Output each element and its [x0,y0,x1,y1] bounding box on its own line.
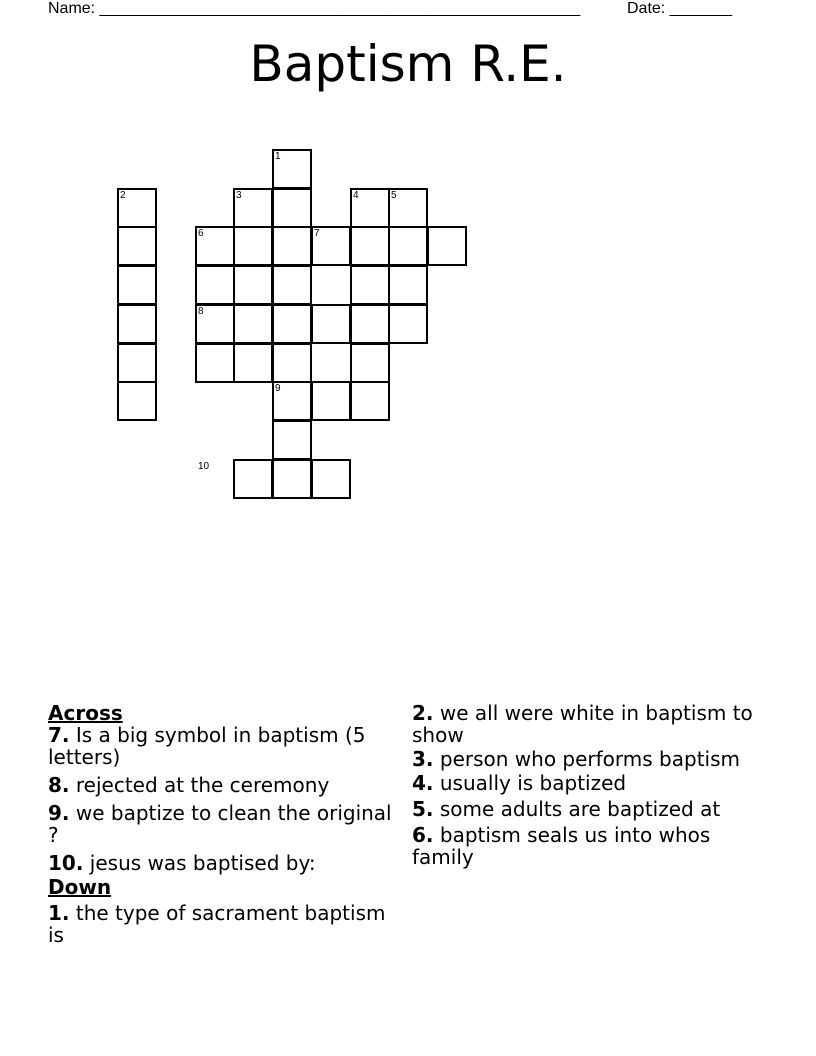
clue-text: person who performs baptism [439,747,740,771]
down-clue [412,772,762,794]
crossword-cell[interactable] [195,343,235,383]
crossword-cell[interactable] [311,381,351,421]
crossword-cell[interactable] [427,226,467,266]
crossword-cell[interactable] [388,265,428,305]
across-clue [48,802,398,846]
clue-text: Is a big symbol in baptism (5 letters) [48,723,366,769]
cell-number: 3 [236,190,242,201]
crossword-cell[interactable] [233,459,273,499]
crossword-cell[interactable] [350,304,390,344]
crossword-cell[interactable] [311,304,351,344]
down-clue [412,702,762,746]
crossword-cell[interactable] [350,381,390,421]
clue-number: 8. [48,773,70,797]
crossword-cell[interactable] [272,188,312,228]
cell-number: 1 [275,151,281,162]
clue-text: usually is baptized [439,771,627,795]
cell-number: 8 [198,306,204,317]
clue-number: 7. [48,723,70,747]
clue-text: some adults are baptized at [439,797,721,821]
clue-number: 10. [48,851,84,875]
clue-number: 5. [412,797,434,821]
clue-text: jesus was baptised by: [89,851,316,875]
clue-text: we all were white in baptism to show [412,701,753,747]
clue-text: we baptize to clean the original ? [48,801,392,847]
crossword-cell[interactable] [272,226,312,266]
across-clue [48,774,398,796]
crossword-cell[interactable] [233,226,273,266]
down-heading: Down [48,875,112,899]
cell-number: 9 [275,383,281,394]
clue-text: rejected at the ceremony [75,773,330,797]
clue-number: 4. [412,771,434,795]
cell-number: 7 [314,228,320,239]
clue-text: baptism seals us into whos family [412,823,711,869]
crossword-cell[interactable] [272,420,312,460]
down-clue [412,748,762,770]
clues-left-column [48,702,398,952]
crossword-cell[interactable] [350,343,390,383]
crossword-cell[interactable] [117,343,157,383]
clue-text: the type of sacrament baptism is [48,901,386,947]
cell-number: 10 [198,461,210,472]
cell-number: 2 [120,190,126,201]
clue-number: 1. [48,901,70,925]
across-clue [48,724,398,768]
crossword-cell[interactable] [233,265,273,305]
page-title: Baptism R.E. [249,35,567,93]
crossword-cell[interactable] [233,304,273,344]
clue-number: 9. [48,801,70,825]
crossword-cell[interactable] [272,304,312,344]
crossword-cell[interactable] [350,265,390,305]
crossword-cell[interactable] [117,226,157,266]
date-field-label: Date: _______ [627,0,732,17]
cell-number: 6 [198,228,204,239]
crossword-cell[interactable] [272,343,312,383]
down-clue [412,824,762,868]
down-clue [412,798,762,820]
down-clue [48,902,398,946]
across-clue [48,852,398,874]
crossword-cell[interactable] [195,265,235,305]
cell-number: 4 [353,190,359,201]
crossword-cell[interactable] [388,304,428,344]
crossword-cell[interactable] [233,343,273,383]
across-heading: Across [48,701,123,725]
crossword-cell[interactable] [117,304,157,344]
crossword-cell[interactable] [117,381,157,421]
name-field-label: Name: ______________________________________________________ [48,0,581,17]
crossword-cell[interactable] [311,459,351,499]
clues-right-column [412,702,762,874]
crossword-cell[interactable] [117,265,157,305]
clue-number: 6. [412,823,434,847]
crossword-cell[interactable] [272,265,312,305]
crossword-cell[interactable] [388,226,428,266]
clue-number: 3. [412,747,434,771]
crossword-cell[interactable] [272,459,312,499]
cell-number: 5 [391,190,397,201]
crossword-cell[interactable] [350,226,390,266]
clue-number: 2. [412,701,434,725]
